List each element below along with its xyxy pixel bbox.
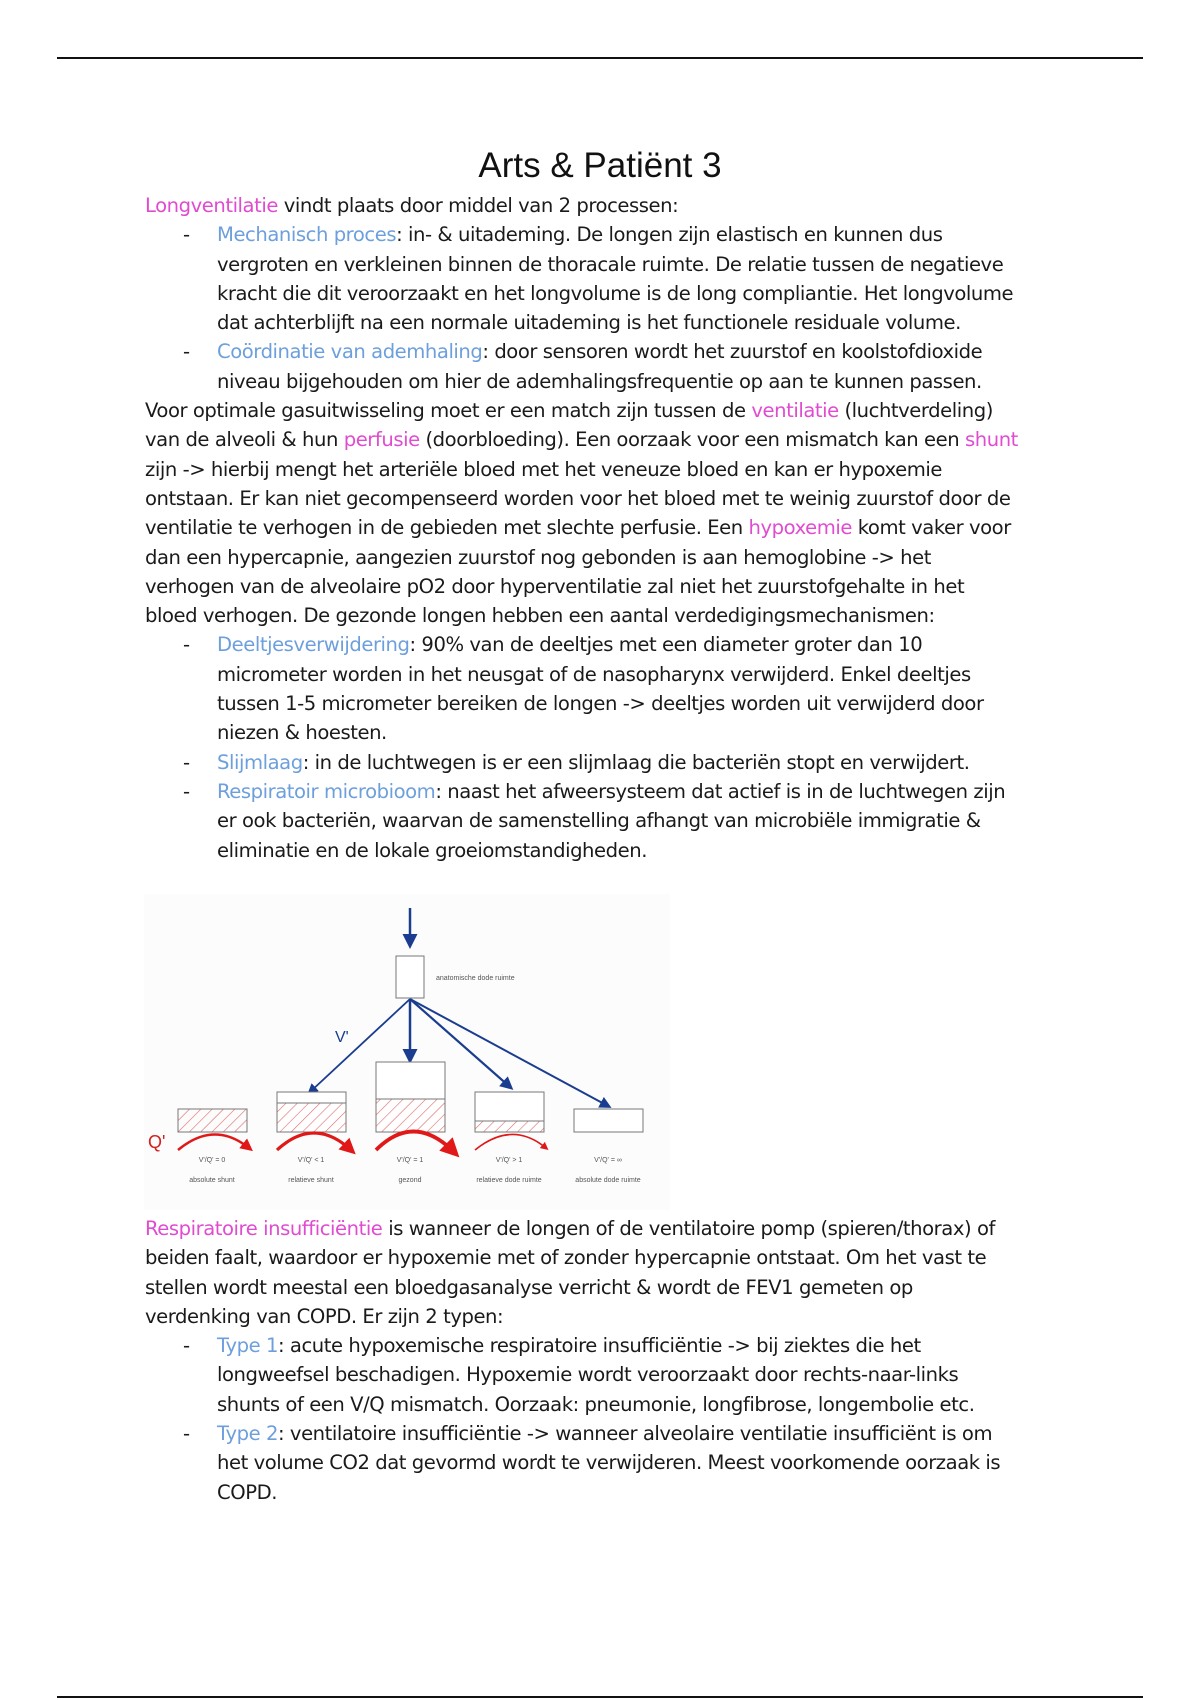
text-segment: dan een hypercapnie, aangezien zuurstof nog gebonden is aan hemoglobine -> het [145, 545, 931, 569]
text-line [145, 718, 1175, 747]
text-segment: kracht die dit veroorzaakt en het longvolume is de long compliantie. Het longvolume [217, 281, 1014, 305]
bullet-dash: - [183, 223, 190, 247]
text-segment: shunts of een V/Q mismatch. Oorzaak: pneumonie, longfibrose, longembolie etc. [217, 1392, 975, 1416]
text-line [145, 367, 1175, 396]
highlighted-term: Mechanisch proces [217, 223, 397, 247]
text-line [145, 308, 1175, 337]
text-segment: komt vaker voor [851, 516, 1011, 540]
vq-ratio-label: V'/Q' = 0 [198, 1157, 226, 1164]
text-segment: : naast het afweersysteem dat actief is in de luchtwegen zijn [435, 779, 1006, 803]
text-segment: zijn -> hierbij mengt het arteriële bloed met het veneuze bloed en kan er hypoxemie [145, 457, 942, 481]
vq-ratio-label: V'/Q' = 1 [396, 1157, 424, 1164]
text-line [145, 455, 1175, 484]
bullet-dash: - [183, 340, 190, 364]
text-line [145, 1390, 1175, 1419]
bullet-item-line [145, 630, 1175, 659]
bullet-dash: - [183, 1422, 190, 1446]
text-segment: ventilatie te verhogen in de gebieden met slechte perfusie. Een [145, 516, 749, 540]
bullet-item-line [145, 1419, 1175, 1448]
text-segment: dat achterblijft na een normale uitademing is het functionele residuale volume. [217, 311, 961, 335]
text-segment: : in de luchtwegen is er een slijmlaag die bacteriën stopt en verwijdert. [302, 750, 970, 774]
highlighted-term: Respiratoire insufficiëntie [145, 1217, 383, 1240]
text-segment: niveau bijgehouden om hier de ademhalingsfrequentie op aan te kunnen passen. [217, 369, 982, 393]
text-line [145, 1214, 1175, 1243]
text-segment: longweefsel beschadigen. Hypoxemie wordt veroorzaakt door rechts-naar-links [217, 1363, 959, 1387]
text-line [145, 191, 1175, 220]
page-title: Arts & Patiënt 3 [478, 146, 722, 185]
vq-diagram [144, 894, 670, 1210]
text-segment: eliminatie en de lokale groeiomstandigheden. [217, 838, 647, 862]
text-segment: het volume CO2 dat gevormd wordt te verwijderen. Meest voorkomende oorzaak is [217, 1451, 1001, 1475]
highlighted-term: Longventilatie [145, 194, 278, 217]
text-segment: niezen & hoesten. [217, 721, 387, 745]
v-label: V' [335, 1029, 349, 1046]
bullet-dash: - [183, 750, 190, 774]
text-segment: COPD. [217, 1480, 277, 1504]
text-line [145, 1243, 1175, 1272]
text-segment: : in- & uitademing. De longen zijn elastisch en kunnen dus [396, 223, 943, 247]
text-line [145, 1448, 1175, 1477]
text-segment: Voor optimale gasuitwisseling moet er een match zijn tussen de [145, 399, 752, 423]
bullet-dash: - [183, 779, 190, 803]
text-segment: ontstaan. Er kan niet gecompenseerd worden voor het bloed met te weinig zuurstof door de [145, 486, 1011, 510]
text-segment: er ook bacteriën, waarvan de samenstelling afhangt van microbiële immigratie & [217, 809, 981, 833]
text-line [145, 601, 1175, 630]
text-line [145, 836, 1175, 865]
text-segment: verdenking van COPD. Er zijn 2 typen: [145, 1304, 504, 1328]
bullet-item-line [145, 220, 1175, 249]
text-segment: : door sensoren wordt het zuurstof en koolstofdioxide [482, 340, 983, 364]
text-line [145, 1478, 1175, 1507]
text-segment: is wanneer de longen of de ventilatoire pomp (spieren/thorax) of [382, 1217, 995, 1240]
text-segment: (doorbloeding). Een oorzaak voor een mismatch kan een [419, 428, 965, 452]
text-segment: vindt plaats door middel van 2 processen: [277, 194, 679, 217]
highlighted-term: Slijmlaag [217, 750, 303, 774]
text-line [145, 484, 1175, 513]
text-line [145, 250, 1175, 279]
footer-rule [57, 1696, 1143, 1698]
highlighted-term: Type 1 [217, 1334, 278, 1358]
section-respiratory-insufficiency [145, 1214, 1175, 1507]
text-segment: : ventilatoire insufficiëntie -> wanneer alveolaire ventilatie insufficiënt is om [278, 1422, 993, 1446]
highlighted-term: shunt [965, 428, 1018, 452]
text-line [145, 425, 1175, 454]
red-flow-arrows [178, 1131, 546, 1152]
text-line [145, 543, 1175, 572]
text-segment: bloed verhogen. De gezonde longen hebben een aantal verdedigingsmechanismen: [145, 604, 935, 628]
text-segment: tussen 1-5 micrometer bereiken de longen -> deeltjes worden uit verwijderd door [217, 692, 984, 716]
highlighted-term: Coördinatie van ademhaling [217, 340, 483, 364]
vq-ratio-label: V'/Q' > 1 [495, 1157, 523, 1164]
highlighted-term: Respiratoir microbioom [217, 779, 436, 803]
text-segment: stellen wordt meestal een bloedgasanalyse verricht & wordt de FEV1 gemeten op [145, 1275, 913, 1299]
bullet-item-line [145, 748, 1175, 777]
highlighted-term: ventilatie [751, 399, 839, 423]
bullet-item-line [145, 337, 1175, 366]
text-line [145, 513, 1175, 542]
text-segment: vergroten en verkleinen binnen de thoracale ruimte. De relatie tussen de negatieve [217, 252, 1004, 276]
text-line [145, 806, 1175, 835]
highlighted-term: Type 2 [217, 1422, 278, 1446]
highlighted-term: Deeltjesverwijdering [217, 633, 410, 657]
compartment-name-label: gezond [398, 1177, 422, 1184]
section-ventilation [145, 191, 1175, 865]
compartment-name-label: absolute dode ruimte [575, 1177, 641, 1184]
dead-space-label: anatomische dode ruimte [436, 975, 515, 982]
header-rule [57, 57, 1143, 59]
bullet-dash: - [183, 633, 190, 657]
vq-ratio-label: V'/Q' < 1 [297, 1157, 325, 1164]
text-line [145, 396, 1175, 425]
bullet-item-line [145, 1331, 1175, 1360]
text-line [145, 1360, 1175, 1389]
highlighted-term: perfusie [343, 428, 420, 452]
text-segment: : acute hypoxemische respiratoire insufficiëntie -> bij ziektes die het [278, 1334, 921, 1358]
bullet-dash: - [183, 1334, 190, 1358]
vq-ratio-label: V'/Q' = ∞ [594, 1157, 622, 1164]
bullet-item-line [145, 777, 1175, 806]
compartment-name-label: absolute shunt [189, 1177, 235, 1184]
q-label: Q' [148, 1132, 166, 1152]
text-line [145, 572, 1175, 601]
text-segment: van de alveoli & hun [145, 428, 344, 452]
text-segment: : 90% van de deeltjes met een diameter groter dan 10 [409, 633, 923, 657]
blue-arrows [310, 908, 608, 1106]
text-line [145, 1302, 1175, 1331]
text-segment: micrometer worden in het neusgat of de nasopharynx verwijderd. Enkel deeltjes [217, 662, 971, 686]
text-line [145, 689, 1175, 718]
text-line [145, 279, 1175, 308]
text-segment: (luchtverdeling) [838, 399, 993, 423]
compartment-name-label: relatieve shunt [288, 1177, 334, 1184]
highlighted-term: hypoxemie [748, 516, 852, 540]
text-segment: beiden faalt, waardoor er hypoxemie met of zonder hypercapnie ontstaat. Om het vast te [145, 1246, 987, 1270]
compartment-name-label: relatieve dode ruimte [476, 1177, 542, 1184]
text-line [145, 1273, 1175, 1302]
text-segment: verhogen van de alveolaire pO2 door hyperventilatie zal niet het zuurstofgehalte in het [145, 574, 965, 598]
text-line [145, 660, 1175, 689]
